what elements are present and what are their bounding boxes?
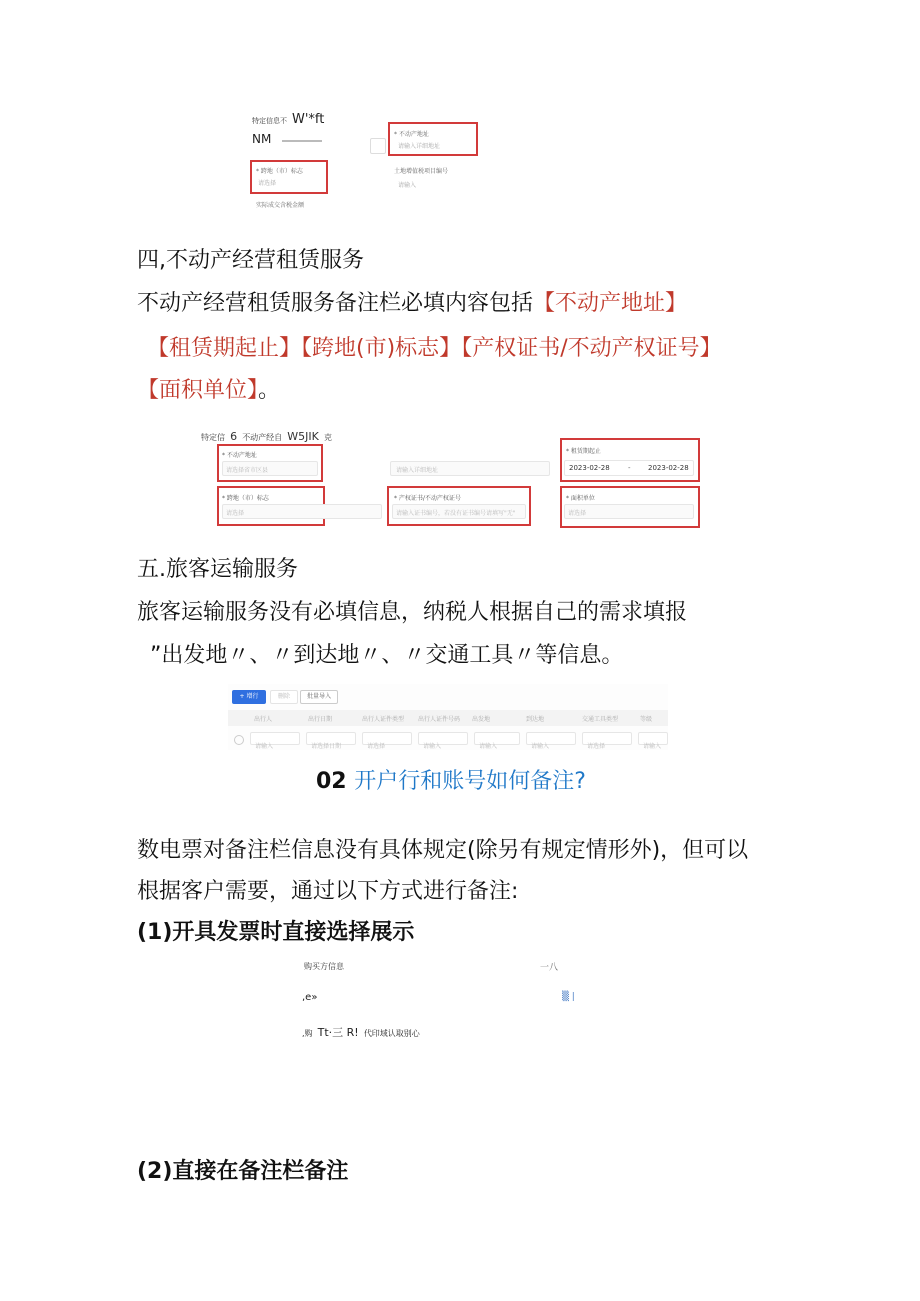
figure-4 [300, 958, 600, 1038]
fig1-land-value: 请输入 [398, 182, 417, 189]
fig4-buyer-info: 购买方信息 [304, 962, 344, 971]
section02-heading [316, 764, 586, 795]
section4-end: 。 [258, 378, 281, 403]
fig1-spinner [370, 138, 386, 154]
figure-3 [228, 684, 668, 750]
item-cross-region: 【跨地(市)标志】 [301, 336, 462, 361]
cell-traveler[interactable]: 请输入 [250, 732, 300, 745]
fig2-cross-label: * 跨地（市）标志 [222, 495, 269, 502]
fig1-caption-c: NM [252, 132, 272, 146]
section5-line2: ”出发地〃、〃到达地〃、〃交通工具〃等信息。 [150, 643, 624, 668]
section02-item1: (1)开具发票时直接选择展示 [137, 920, 415, 945]
section02-number: 02 [316, 769, 347, 794]
fig1-caption: 特定信息不 [252, 117, 287, 125]
fig1-land-label: 土地增值税项目编号 [394, 168, 449, 175]
fig4-right-2: ▒ | [562, 992, 575, 1002]
add-row-button[interactable]: + 增行 [232, 690, 266, 704]
fig4-line2: ,e» [302, 992, 318, 1003]
fig2-lease-label: * 租赁期起止 [566, 448, 601, 455]
section02-title: 开户行和账号如何备注? [354, 769, 586, 794]
fig1-address-box [388, 122, 478, 156]
fig4-right-1: 一八 [540, 963, 559, 973]
col-grade: 等级 [640, 716, 653, 723]
cell-destination[interactable]: 请输入 [526, 732, 576, 745]
item-area-unit: 【面积单位】 [137, 378, 259, 403]
section4-line2 [147, 338, 722, 360]
section02-para2: 根据客户需要，通过以下方式进行备注: [137, 879, 519, 904]
col-vehicle: 交通工具类型 [582, 716, 619, 723]
fig2-address-value: 请选择省市区县 [226, 467, 269, 474]
fig1-scribble [282, 140, 322, 142]
fig1-cross-region-value: 请选择 [258, 180, 277, 187]
section4-line3 [137, 380, 280, 402]
col-date: 出行日期 [308, 716, 333, 723]
fig1-foot-label: 实际成交含税金额 [256, 202, 305, 209]
cell-date[interactable]: 请选择日期 [306, 732, 356, 745]
fig2-cross-select[interactable] [222, 504, 382, 519]
cell-id-number[interactable]: 请输入 [418, 732, 468, 745]
batch-import-button[interactable]: 批量导入 [300, 690, 338, 704]
fig2-detail-value: 请输入详细地址 [396, 467, 439, 474]
fig1-cross-region-label: * 跨地（市）标志 [256, 168, 303, 175]
fig2-area-value: 请选择 [568, 510, 587, 517]
section02-item2: (2)直接在备注栏备注 [137, 1159, 349, 1184]
fig2-area-label: * 面积单位 [566, 495, 595, 502]
cell-origin[interactable]: 请输入 [474, 732, 520, 745]
figure-1 [248, 110, 528, 210]
col-destination: 到达地 [526, 716, 545, 723]
section4-prefix: 不动产经营租赁服务备注栏必填内容包括 [137, 291, 534, 316]
fig1-caption-b: W'*ft [292, 112, 325, 127]
col-id-type: 出行人证件类型 [362, 716, 405, 723]
fig4-line3: ,购 Tt·三 R! 代印域认取别心 [302, 1026, 420, 1039]
cell-vehicle[interactable]: 请选择 [582, 732, 632, 745]
section4-line1 [137, 293, 687, 315]
fig2-lease-sep: - [628, 464, 631, 472]
fig2-caption: 特定信 6 不动产经自 W5JIK 克 [201, 430, 332, 443]
section5-line1: 旅客运输服务没有必填信息，纳税人根据自己的需求填报 [137, 600, 688, 625]
fig2-cert-label: * 产权证书/不动产权证号 [394, 495, 461, 502]
item-address: 【不动产地址】 [533, 291, 688, 316]
fig2-address-label: * 不动产地址 [222, 452, 257, 459]
table-header-cells [228, 714, 668, 724]
section4-title: 四,不动产经营租赁服务 [137, 248, 364, 273]
col-id-number: 出行人证件号码 [418, 716, 461, 723]
fig2-lease-end: 2023-02-28 [648, 464, 689, 472]
delete-button[interactable]: 删除 [270, 690, 298, 704]
fig1-address-label: * 不动产地址 [394, 131, 429, 138]
item-certificate: 【产权证书/不动产权证号】 [461, 336, 722, 361]
row-checkbox[interactable] [234, 735, 244, 745]
fig2-cross-value: 请选择 [226, 510, 245, 517]
fig2-lease-start: 2023-02-28 [569, 464, 610, 472]
cell-grade[interactable]: 请输入 [638, 732, 668, 745]
fig2-cert-value: 请输入证书编号，若没有证书编号请填写"无" [396, 510, 516, 517]
section02-para1: 数电票对备注栏信息没有具体规定(除另有规定情形外)，但可以 [137, 838, 749, 863]
cell-id-type[interactable]: 请选择 [362, 732, 412, 745]
col-origin: 出发地 [472, 716, 491, 723]
figure-2 [198, 420, 718, 532]
section5-title: 五.旅客运输服务 [137, 557, 298, 582]
fig1-address-value: 请输入详细地址 [398, 143, 441, 150]
col-traveler: 出行人 [254, 716, 273, 723]
item-lease-period: 【租赁期起止】 [147, 336, 302, 361]
